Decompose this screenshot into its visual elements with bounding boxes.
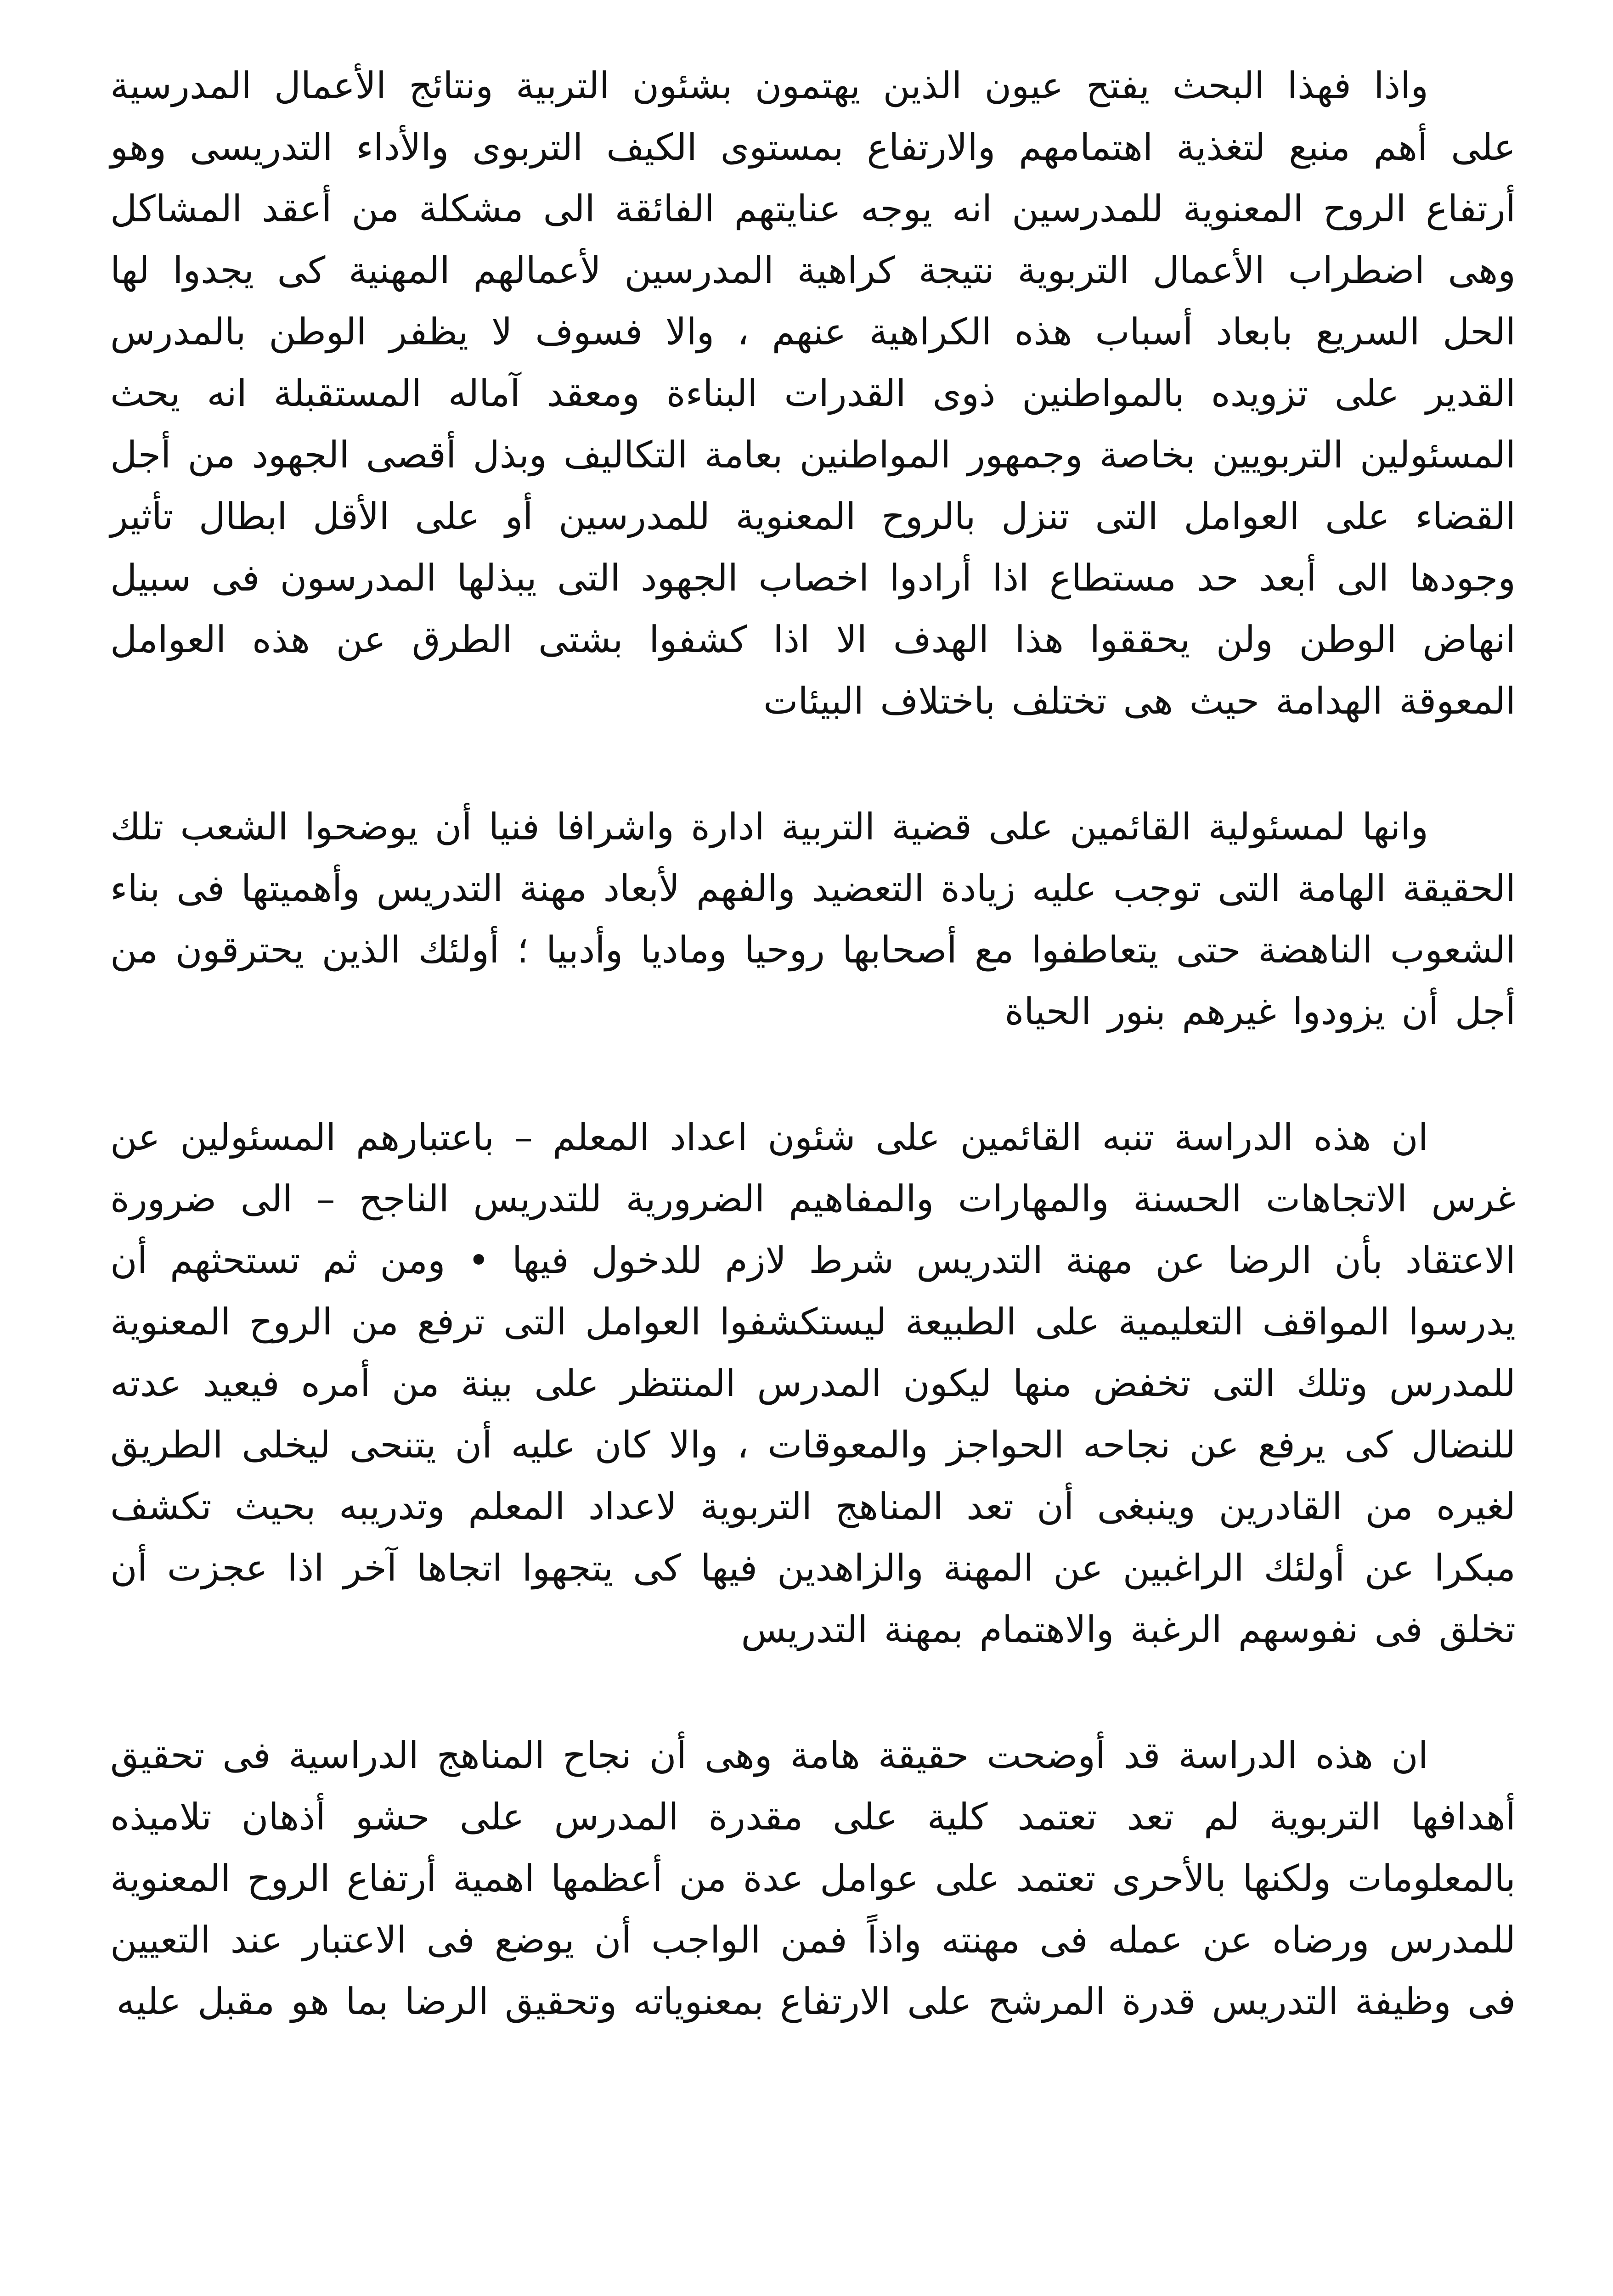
paragraph-curriculum-success: ان هذه الدراسة قد أوضحت حقيقة هامة وهى أن نجاح المناهج الدراسية فى تحقيق أهدافها التربوية لم تعد تعتمد كلية على مقدرة المدرس على حشو أذهان تلاميذه بالمعلومات ولكنها بالأحرى تعتمد على عوامل عدة من أعظمها اهمية أرتفاع الروح المعنوية للمدرس ورضاه عن عمله فى مهنته واذاً فمن الواجب أن يوضع فى الاعتبار عند التعيين فى وظيفة التدريس قدرة المرشح على الارتفاع بمعنوياته وتحقيق الرضا بما هو مقبل عليه <box>110 1734 1516 2023</box>
body-text <box>110 55 1516 2097</box>
paragraph-responsibility: وانها لمسئولية القائمين على قضية التربية ادارة واشرافا فنيا أن يوضحوا الشعب تلك الحقيقة الهامة التى توجب عليه زيادة التعضيد والفهم لأبعاد مهنة التدريس وأهميتها فى بناء الشعوب الناهضة حتى يتعاطفوا مع أصحابها روحيا وماديا وأدبيا ؛ أولئك الذين يحترقون من أجل أن يزودوا غيرهم بنور الحياة <box>110 805 1516 1033</box>
paragraph-research-significance: واذا فهذا البحث يفتح عيون الذين يهتمون بشئون التربية ونتائج الأعمال المدرسية على أهم منبع لتغذية اهتمامهم والارتفاع بمستوى الكيف التربوى والأداء التدريسى وهو أرتفاع الروح المعنوية للمدرسين انه يوجه عنايتهم الفائقة الى مشكلة من أعقد المشاكل وهى اضطراب الأعمال التربوية نتيجة كراهية المدرسين لأعمالهم المهنية كى يجدوا لها الحل السريع بابعاد أسباب هذه الكراهية عنهم ، والا فسوف لا يظفر الوطن بالمدرس القدير على تزويده بالمواطنين ذوى القدرات البناءة ومعقد آماله المستقبلة انه يحث المسئولين التربويين بخاصة وجمهور المواطنين بعامة التكاليف وبذل أقصى الجهود من أجل القضاء على العوامل التى تنزل بالروح المعنوية للمدرسين أو على الأقل ابطال تأثير وجودها الى أبعد حد مستطاع اذا أرادوا اخصاب الجهود التى يبذلها المدرسون فى سبيل انهاض الوطن ولن يحققوا هذا الهدف الا اذا كشفوا بشتى الطرق عن هذه العوامل المعوقة الهدامة حيث هى تختلف باختلاف البيئات <box>110 64 1516 722</box>
paragraph-teacher-preparation: ان هذه الدراسة تنبه القائمين على شئون اعداد المعلم – باعتبارهم المسئولين عن غرس الاتجاهات الحسنة والمهارات والمفاهيم الضرورية للتدريس الناجح – الى ضرورة الاعتقاد بأن الرضا عن مهنة التدريس شرط لازم للدخول فيها • ومن ثم تستحثهم أن يدرسوا المواقف التعليمية على الطبيعة ليستكشفوا العوامل التى ترفع من الروح المعنوية للمدرس وتلك التى تخفض منها ليكون المدرس المنتظر على بينة من أمره فيعيد عدته للنضال كى يرفع عن نجاحه الحواجز والمعوقات ، والا كان عليه أن يتنحى ليخلى الطريق لغيره من القادرين وينبغى أن تعد المناهج التربوية لاعداد المعلم وتدريبه بحيث تكشف مبكرا عن أولئك الراغبين عن المهنة والزاهدين فيها كى يتجهوا اتجاها آخر اذا عجزت أن تخلق فى نفوسهم الرغبة والاهتمام بمهنة التدريس <box>110 1116 1516 1651</box>
